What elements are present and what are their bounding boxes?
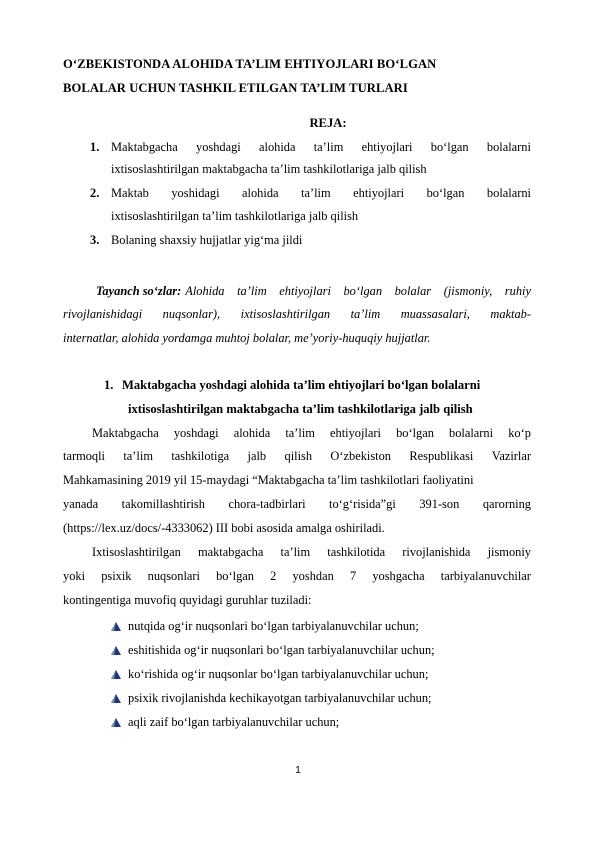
word: bolalarni (486, 140, 531, 154)
word: bo‘lgan (426, 186, 465, 200)
arrow-bullet-icon (110, 621, 122, 632)
word: alohida (242, 186, 279, 200)
word: ruhiy (504, 284, 531, 298)
word: ehtiyojlari (353, 186, 405, 200)
para2-line1 (92, 545, 531, 560)
word: alohida (259, 140, 296, 154)
keywords-line3: internatlar, alohida yordamga muhtoj bolalar, me’yoriy-huquqiy hujjatlar. (63, 331, 431, 345)
word: (jismoniy, (443, 284, 493, 298)
para2-line3: kontingentiga muvofiq quyidagi guruhlar tuziladi: (63, 593, 312, 607)
word: jismoniy (487, 545, 531, 559)
word: tashkilotida (327, 545, 386, 559)
plan-item-2-line2: ixtisoslashtirilgan ta’lim tashkilotlariga jalb qilish (111, 209, 359, 223)
word: rivojlanishidagi (63, 307, 143, 321)
word: to‘g‘risida”gi (329, 497, 396, 511)
word: yanada (63, 497, 99, 511)
word: maktab- (490, 307, 531, 321)
list-item-text: aqli zaif bo‘lgan tarbiyalanuvchilar uchun; (128, 715, 340, 729)
word: yoshidagi (171, 186, 220, 200)
para1-line2 (63, 449, 531, 464)
plan-item-1-line2: ixtisoslashtirilgan maktabgacha ta’lim tashkilotlariga jalb qilish (111, 162, 427, 176)
word: tashkilotiga (171, 449, 230, 463)
word: muassasalari, (400, 307, 470, 321)
word: ta’lim (285, 426, 315, 440)
word: chora-tadbirlari (228, 497, 306, 511)
word: nuqsonlar), (162, 307, 221, 321)
word: ehtiyojlari (330, 426, 381, 440)
plan-item-2-number: 2. (90, 186, 100, 200)
plan-item-3-number: 3. (90, 233, 100, 247)
word: ixtisoslashtirilgan (240, 307, 331, 321)
list-item-text: eshitishida og‘ir nuqsonlari bo‘lgan tarbiyalanuvchilar uchun; (128, 643, 435, 657)
word: ko‘p (508, 426, 531, 440)
word: ta’lim (313, 140, 344, 154)
page-number: 1 (295, 765, 301, 776)
word: bo‘lgan (430, 140, 469, 154)
word: nuqsonlari (147, 569, 200, 583)
word: rivojlanishida (402, 545, 471, 559)
word: ta’lim (301, 186, 331, 200)
plan-item-1-line1 (111, 140, 531, 155)
word: ta’lim (350, 307, 381, 321)
word: yoshdagi (173, 426, 219, 440)
arrow-bullet-icon (110, 669, 122, 680)
word: 2 (270, 569, 277, 583)
word: jalb (247, 449, 267, 463)
word: tarbiyalanuvchilar (440, 569, 531, 583)
plan-item-1-number: 1. (90, 140, 100, 154)
arrow-bullet-icon (110, 693, 122, 704)
word: Respublikasi (409, 449, 474, 463)
word: 391-son (419, 497, 460, 511)
word: bo‘lgan (216, 569, 254, 583)
word: psixik (101, 569, 132, 583)
word: bo‘lgan (343, 284, 383, 298)
section-1-number: 1. (104, 378, 114, 392)
keywords-line2 (63, 307, 531, 322)
word: bo‘lgan (396, 426, 434, 440)
arrow-bullet-icon (110, 645, 122, 656)
word: bolalarni (449, 426, 494, 440)
para1-line1 (92, 426, 531, 441)
keywords-line1-rest (185, 284, 531, 299)
word: maktabgacha (197, 545, 264, 559)
word: ta’lim (237, 284, 267, 298)
para2-line2 (63, 569, 531, 584)
word: O‘zbekiston (330, 449, 391, 463)
list-item-text: nutqida og‘ir nuqsonlari bo‘lgan tarbiyalanuvchilar uchun; (128, 619, 419, 633)
word: yoshdagi (196, 140, 241, 154)
word: Maktabgacha (111, 140, 178, 154)
keywords-line1 (96, 284, 531, 299)
keywords-label: Tayanch so‘zlar: (96, 284, 182, 298)
para1-line4 (63, 497, 531, 512)
word: ehtiyojlari (361, 140, 413, 154)
word: bolalar (394, 284, 432, 298)
word: Ixtisoslashtirilgan (92, 545, 181, 559)
document-title-line2: BOLALAR UCHUN TASHKIL ETILGAN TA’LIM TURLARI (63, 81, 408, 95)
plan-heading: REJA: (309, 116, 347, 130)
section-1-heading-line2: ixtisoslashtirilgan maktabgacha ta’lim tashkilotlariga jalb qilish (128, 402, 473, 416)
para1-line5: (https://lex.uz/docs/-4333062) III bobi asosida amalga oshiriladi. (63, 521, 385, 535)
word: ehtiyojlari (279, 284, 331, 298)
word: Vazirlar (491, 449, 531, 463)
word: Maktab (111, 186, 149, 200)
document-title-line1: O‘ZBEKISTONDA ALOHIDA TA’LIM EHTIYOJLARI BO‘LGAN (63, 57, 437, 71)
plan-item-2-line1 (111, 186, 531, 201)
word: takomillashtirish (121, 497, 205, 511)
word: Maktabgacha (92, 426, 159, 440)
word: tarmoqli (63, 449, 105, 463)
word: Alohida (185, 284, 225, 298)
list-item-text: psixik rivojlanishda kechikayotgan tarbiyalanuvchilar uchun; (128, 691, 432, 705)
word: 7 (349, 569, 357, 583)
list-item-text: ko‘rishida og‘ir nuqsonlar bo‘lgan tarbiyalanuvchilar uchun; (128, 667, 429, 681)
word: ta’lim (123, 449, 153, 463)
section-1-heading-line1: Maktabgacha yoshdagi alohida ta’lim ehtiyojlari bo‘lgan bolalarni (122, 378, 481, 392)
arrow-bullet-icon (110, 717, 122, 728)
plan-item-3-text: Bolaning shaxsiy hujjatlar yig‘ma jildi (111, 233, 303, 247)
word: qarorning (482, 497, 531, 511)
word: yoki (63, 569, 86, 583)
word: yoshdan (292, 569, 334, 583)
word: yoshgacha (372, 569, 425, 583)
word: alohida (233, 426, 271, 440)
word: ta’lim (280, 545, 311, 559)
word: bolalarni (486, 186, 531, 200)
para1-line3: Mahkamasining 2019 yil 15-maydagi “Maktabgacha ta’lim tashkilotlari faoliyatini (63, 473, 474, 487)
word: qilish (284, 449, 313, 463)
